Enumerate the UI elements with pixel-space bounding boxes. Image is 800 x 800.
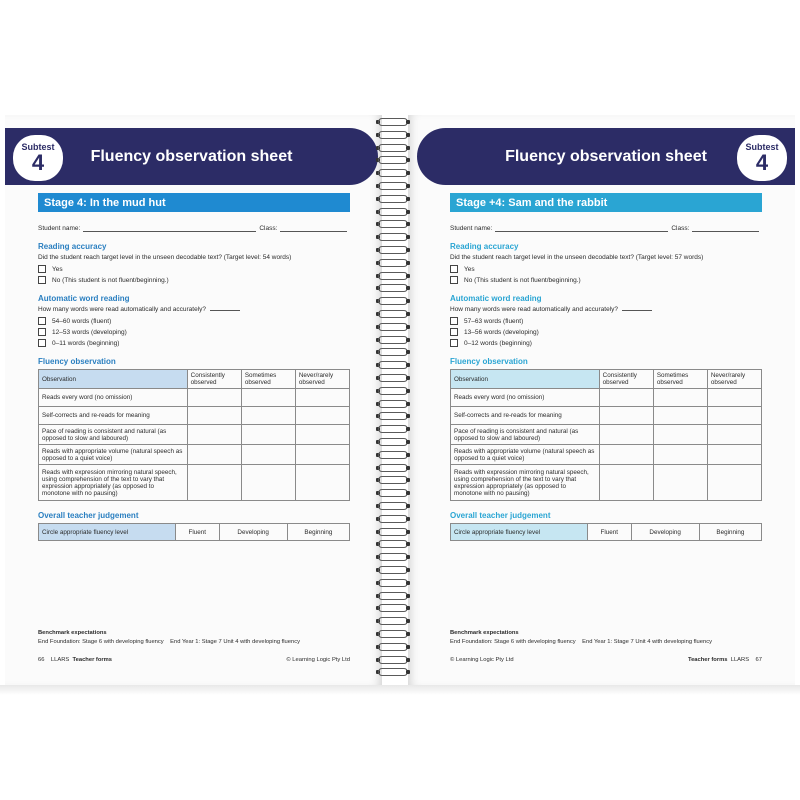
table-row: Pace of reading is consistent and natural (as opposed to slow and laboured) [451,425,762,445]
table-row: Reads with expression mirroring natural speech, using comprehension of the text to vary that expression appropriately (as opposed to monotone with no pausing) [451,465,762,501]
option-developing[interactable]: 13–56 words (developing) [450,328,762,336]
fluency-observation-heading: Fluency observation [38,357,116,366]
spiral-coil [376,412,410,420]
level-beginning[interactable]: Beginning [287,524,349,541]
spiral-coil [376,528,410,536]
spiral-coil [376,195,410,203]
table-row: Reads every word (no omission) [39,389,350,407]
fluency-observation-heading: Fluency observation [450,357,528,366]
spiral-coil [376,208,410,216]
page-number: 66 [38,657,45,663]
subtest-badge [737,135,787,181]
spiral-coil [376,553,410,561]
class-label: Class: [259,225,278,232]
stage-bar: Stage +4: Sam and the rabbit [450,193,762,212]
left-page [5,115,382,685]
spiral-coil [376,592,410,600]
benchmark-lines: End Foundation: Stage 6 with developing fluency End Year 1: Stage 7 Unit 4 with developing fluency [38,639,301,645]
observation-table [450,369,762,501]
column-header: Observation [39,370,188,389]
spiral-coil [376,566,410,574]
spiral-coil [376,604,410,612]
spiral-coil [376,233,410,241]
checkbox[interactable] [38,265,46,273]
table-row: Self-corrects and re-reads for meaning [451,407,762,425]
spiral-coil [376,169,410,177]
spiral-coil [376,643,410,651]
option-developing[interactable]: 12–53 words (developing) [38,328,350,336]
student-info-row [450,220,762,232]
spiral-coil [376,476,410,484]
spiral-coil [376,617,410,625]
checkbox[interactable] [38,339,46,347]
student-name-label: Student name: [450,225,493,232]
spiral-coil [376,656,410,664]
copyright: © Learning Logic Pty Ltd [286,657,350,663]
right-page [408,115,795,685]
stage-bar: Stage 4: In the mud hut [38,193,350,212]
column-header: Consistently observed [187,370,241,389]
subtest-number: 4 [31,150,45,175]
subtest-label: Subtest [21,142,55,152]
benchmark-expectations [450,630,712,645]
word-count-field[interactable] [622,310,652,311]
spiral-binding [376,118,410,684]
option-yes[interactable]: Yes [450,265,762,273]
class-field[interactable] [692,223,759,232]
spiral-coil [376,220,410,228]
spiral-coil [376,361,410,369]
benchmark-title: Benchmark expectations [38,630,107,636]
judgement-table [38,523,350,541]
spiral-coil [376,425,410,433]
option-beginning[interactable]: 0–11 words (beginning) [38,339,350,347]
student-name-field[interactable] [83,223,256,232]
subtest-badge [13,135,63,181]
table-row [39,524,350,541]
word-reading-question: How many words were read automatically and accurately? [38,306,350,313]
spiral-coil [376,118,410,126]
option-beginning[interactable]: 0–12 words (beginning) [450,339,762,347]
checkbox[interactable] [38,317,46,325]
page-number: 67 [755,657,762,663]
spiral-coil [376,156,410,164]
level-beginning[interactable]: Beginning [699,524,761,541]
judgement-table [450,523,762,541]
column-header: Never/rarely observed [295,370,349,389]
spiral-coil [376,579,410,587]
table-header-row [451,370,762,389]
spiral-coil [376,464,410,472]
spiral-coil [376,451,410,459]
judgement-label: Circle appropriate fluency level [451,524,588,541]
option-yes[interactable]: Yes [38,265,350,273]
option-fluent[interactable]: 57–63 words (fluent) [450,317,762,325]
spiral-coil [376,336,410,344]
spiral-coil [376,438,410,446]
table-row: Reads every word (no omission) [451,389,762,407]
automatic-word-reading-heading: Automatic word reading [38,294,130,303]
student-name-field[interactable] [495,223,668,232]
reading-accuracy-question: Did the student reach target level in the unseen decodable text? (Target level: 54 words) [38,254,292,261]
option-no[interactable]: No (This student is not fluent/beginning.) [450,276,762,284]
spiral-coil [376,182,410,190]
reading-accuracy-heading: Reading accuracy [38,242,107,251]
spiral-coil [376,387,410,395]
section-name: Teacher forms [687,657,728,663]
class-field[interactable] [280,223,347,232]
table-row: Reads with appropriate volume (natural speech as opposed to a quiet voice) [451,445,762,465]
checkbox[interactable] [38,328,46,336]
spiral-coil [376,144,410,152]
spiral-coil [376,310,410,318]
checkbox[interactable] [450,339,458,347]
section-name: Teacher forms [72,657,113,663]
benchmark-title: Benchmark expectations [450,630,519,636]
spiral-coil [376,400,410,408]
brand: LLARS [730,657,750,663]
table-row: Pace of reading is consistent and natural (as opposed to slow and laboured) [39,425,350,445]
spiral-coil [376,668,410,676]
spiral-coil [376,297,410,305]
checkbox[interactable] [450,265,458,273]
spiral-coil [376,284,410,292]
form-content [450,220,762,541]
option-fluent[interactable]: 54–60 words (fluent) [38,317,350,325]
table-row: Reads with appropriate volume (natural speech as opposed to a quiet voice) [39,445,350,465]
column-header: Sometimes observed [653,370,707,389]
table-row: Self-corrects and re-reads for meaning [39,407,350,425]
form-content [38,220,350,541]
level-developing[interactable]: Developing [631,524,699,541]
student-info-row [38,220,350,232]
judgement-heading: Overall teacher judgement [38,511,139,520]
spiral-coil [376,348,410,356]
page-title: Fluency observation sheet [90,147,293,165]
spiral-coil [376,515,410,523]
checkbox[interactable] [450,317,458,325]
page-footer [450,657,762,663]
judgement-label: Circle appropriate fluency level [39,524,176,541]
column-header: Consistently observed [599,370,653,389]
spiral-coil [376,131,410,139]
spiral-coil [376,630,410,638]
spiral-coil [376,502,410,510]
reading-accuracy-heading: Reading accuracy [450,242,519,251]
page-edge-shadow [0,685,800,695]
copyright: © Learning Logic Pty Ltd [450,657,514,663]
column-header: Sometimes observed [241,370,295,389]
judgement-heading: Overall teacher judgement [450,511,551,520]
checkbox[interactable] [450,276,458,284]
observation-table [38,369,350,501]
spiral-coil [376,489,410,497]
option-no[interactable]: No (This student is not fluent/beginning.) [38,276,350,284]
student-name-label: Student name: [38,225,81,232]
word-count-field[interactable] [210,310,240,311]
checkbox[interactable] [450,328,458,336]
spiral-coil [376,374,410,382]
benchmark-lines: End Foundation: Stage 6 with developing fluency End Year 1: Stage 7 Unit 4 with developing fluency [450,639,713,645]
level-developing[interactable]: Developing [219,524,287,541]
table-row [451,524,762,541]
benchmark-expectations [38,630,300,645]
subtest-label: Subtest [745,142,779,152]
spiral-coil [376,323,410,331]
spiral-coil [376,540,410,548]
page-title: Fluency observation sheet [505,147,707,165]
checkbox[interactable] [38,276,46,284]
column-header: Observation [451,370,600,389]
brand: LLARS [50,657,70,663]
spiral-coil [376,259,410,267]
column-header: Never/rarely observed [707,370,761,389]
spiral-coil [376,246,410,254]
reading-accuracy-question: Did the student reach target level in the unseen decodable text? (Target level: 57 words) [450,254,704,261]
automatic-word-reading-heading: Automatic word reading [450,294,542,303]
class-label: Class: [671,225,690,232]
page-footer [38,657,350,663]
word-reading-question: How many words were read automatically and accurately? [450,306,762,313]
subtest-number: 4 [755,150,769,175]
table-header-row [39,370,350,389]
spiral-coil [376,272,410,280]
table-row: Reads with expression mirroring natural speech, using comprehension of the text to vary that expression appropriately (as opposed to monotone with no pausing) [39,465,350,501]
level-fluent[interactable]: Fluent [588,524,632,541]
level-fluent[interactable]: Fluent [176,524,220,541]
